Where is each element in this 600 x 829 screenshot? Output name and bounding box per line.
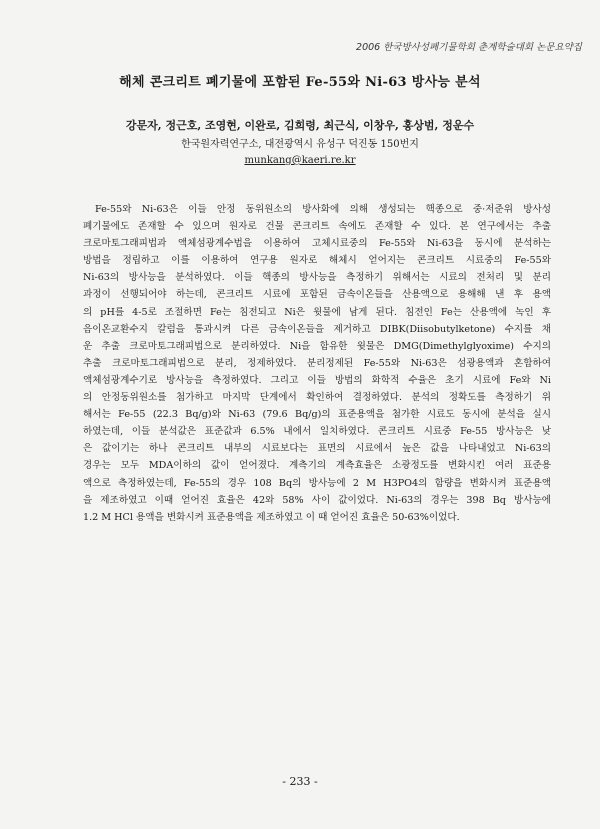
abstract-line: 하였는데, 이들 분석값은 표준값과 6.5% 내에서 일치하였다. 콘크리트 시료중 Fe-55 방사능은 낮 (83, 426, 551, 438)
abstract-line: 폐기물에도 존재할 수 있으며 원자로 건물 콘크리트 속에도 존재할 수 있다. 본 연구에서는 추출 (83, 221, 551, 233)
affiliation: 한국원자력연구소, 대전광역시 유성구 덕진동 150번지 (181, 139, 419, 150)
abstract-line: 음이온교환수지 칼럼을 통과시켜 다른 금속이온들을 제거하고 DIBK(Diisobutylketone) 수지를 채 (83, 323, 551, 335)
abstract-line: 운 추출 크로마토그래피법으로 분리하였다. Ni을 함유한 윗물은 DMG(Dimethylglyoxime) 수지의 (83, 340, 551, 352)
abstract-line: 경우는 모두 MDA이하의 값이 얻어졌다. 계측기의 계측효율은 소광정도를 변화시킨 여러 표준용 (83, 460, 551, 472)
abstract-line: 은 값이기는 하나 콘크리트 내부의 시료보다는 표면의 시료에서 높은 값을 나타내었고 Ni-63의 (83, 443, 551, 455)
abstract-line: 1.2 M HCl 용액을 변화시켜 표준용액을 제조하였고 이 때 얻어진 효율은 50-63%이었다. (83, 511, 460, 523)
abstract-line: 의 안정동위원소를 첨가하고 마지막 단계에서 확인하여 결정하였다. 분석의 정확도를 측정하기 위 (83, 392, 551, 404)
email-link[interactable]: munkang@kaeri.re.kr (244, 155, 356, 166)
paper-title: 해체 콘크리트 폐기물에 포함된 Fe-55와 Ni-63 방사능 분석 (119, 75, 481, 90)
abstract-line: Fe-55와 Ni-63은 이들 안정 동위원소의 방사화에 의해 생성되는 핵종으로 중·저준위 방사성 (95, 204, 551, 215)
abstract-body (83, 201, 551, 526)
abstract-line: 추출 크로마토그래피법으로 분리, 정제하였다. 분리정제된 Fe-55와 Ni-63은 섬광용액과 혼합하여 (83, 357, 551, 369)
abstract-line: 방법을 정립하고 이를 이용하여 연구용 원자로 해체시 얻어지는 콘크리트 시료중의 Fe-55와 (83, 255, 551, 267)
abstract-line: 을 제조하였고 이때 얻어진 효율은 42와 58% 사이 값이었다. Ni-63의 경우는 398 Bq 방사능에 (83, 494, 551, 506)
abstract-line: 해서는 Fe-55 (22.3 Bq/g)와 Ni-63 (79.6 Bq/g)의 표준용액을 첨가한 시료도 동시에 분석을 실시 (83, 409, 551, 421)
abstract-line: 크로마토그래피법과 액체섬광계수법을 이용하여 고체시료중의 Fe-55와 Ni-63을 동시에 분석하는 (83, 238, 551, 250)
page-number: - 233 - (282, 775, 318, 788)
conference-header: 2006 한국방사성폐기물학회 춘계학술대회 논문요약집 (356, 42, 582, 53)
author-list: 강문자, 정근호, 조영현, 이완로, 김희령, 최근식, 이창우, 홍상범, 정운수 (125, 119, 475, 132)
abstract-line: Ni-63의 방사능을 분석하였다. 이들 핵종의 방사능을 측정하기 위해서는 시료의 전처리 및 분리 (83, 272, 551, 284)
abstract-line: 과정이 선행되어야 하는데, 콘크리트 시료에 포함된 금속이온들을 산용액으로 용해해 낸 후 용액 (83, 289, 551, 301)
abstract-line: 액체섬광계수기로 방사능을 측정하였다. 그리고 이들 방법의 화학적 수율은 초기 시료에 Fe와 Ni (83, 374, 551, 386)
abstract-line: 액으로 측정하였는데, Fe-55의 경우 108 Bq의 방사능에 2 M H3PO4의 함량을 변화시켜 표준용액 (83, 477, 551, 489)
abstract-line: 의 pH를 4-5로 조절하면 Fe는 침전되고 Ni은 윗물에 남게 된다. 침전인 Fe는 산용액에 녹인 후 (83, 306, 551, 318)
author-email[interactable] (0, 155, 600, 166)
